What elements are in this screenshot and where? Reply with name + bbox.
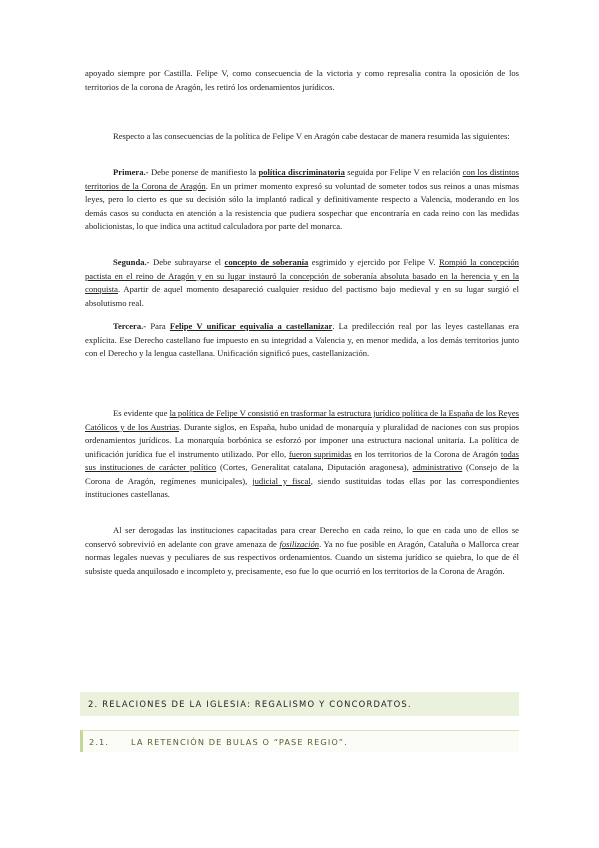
policy-underlined-2: fueron suprimidas: [288, 448, 352, 459]
paragraph-tercera: [85, 320, 519, 361]
segunda-lead: Segunda.-: [113, 257, 150, 267]
segunda-term: concepto de soberanía: [224, 257, 309, 267]
segunda-text-b: esgrimido y ejercido por Felipe V.: [308, 257, 439, 267]
paragraph-consequences-intro: Respecto a las consecuencias de la política de Felipe V en Aragón cabe destacar de manera resumida las siguientes:: [113, 131, 510, 141]
segunda-text-a: Debe subrayarse el: [149, 257, 225, 267]
primera-text-b: seguida por Felipe V en relación: [344, 167, 463, 177]
segunda-text-c: . Apartir de aquel momento desapareció cualquier residuo del pactismo bajo medieval y en su lugar surgió el absolutismo real.: [85, 284, 519, 308]
tercera-text-b: . La predilección real por las leyes castellanas era explícita. Ese Derecho castellano fue impuesto en su integridad a Valencia y, en menor medida, a los demás territorios junto con el Derecho y la lengua castellana. Unificación significó pues, castellanización.: [85, 321, 519, 358]
primera-lead: Primera.-: [113, 167, 149, 177]
fossil-text-a: Al ser derogadas las instituciones capacitadas para crear Derecho en cada reino, lo que en cada uno de ellos se conservó sobrevivió en adelante con grave amenaza de: [85, 525, 519, 549]
policy-underlined-4: administrativo: [412, 462, 463, 472]
segunda-underlined: Rompió la concepción pactista en el reino de Aragón y en su lugar instauró la concepción de soberanía absoluta basado en la herencia y en la conquista: [85, 257, 519, 294]
policy-text-e: (Consejo de la Corona de Aragón, regímenes municipales),: [85, 462, 519, 486]
fossil-text-b: . Ya no fue posible en Aragón, Cataluña o Mallorca crear normas legales nuevas y peculiares de sus respectivos ordenamientos. Cuando un sistema jurídico se quiebra, lo que de él subsiste queda anquilosado e incompleto y, precisamente, eso fue lo que ocurrió en los territorios de la Corona de Aragón.: [85, 538, 519, 576]
policy-text-d: (Cortes, Generalitat catalana, Diputación aragonesa),: [216, 462, 413, 472]
heading-2-1-title: LA RETENCIÓN DE BULAS O “PASE REGIO”.: [131, 737, 348, 747]
primera-term: política discriminatoria: [258, 167, 345, 177]
paragraph-primera: [85, 166, 519, 234]
section-heading-2-1: [80, 730, 519, 752]
policy-underlined-3: todas sus instituciones de carácter político: [85, 448, 520, 472]
primera-text-a: Debe ponerse de manifiesto la: [148, 167, 259, 177]
policy-underlined-5: judicial y fiscal: [252, 475, 311, 486]
paragraph-felipe-policy: [85, 407, 519, 502]
heading-2-1-number: 2.1.: [89, 737, 110, 747]
primera-text-c: . En un primer momento expresó su voluntad de someter todos sus reinos a unas mismas leyes, pero lo cierto es que su decisión sólo la implantó radical y definitivamente respecto a Valencia, moderando en los demás casos su conducta en atención a la resistencia que pudiera sospechar que encontraría en cada reino con las medidas abolicionistas, lo que indica una actitud calculadora por parte del monarca.: [85, 180, 519, 231]
section-heading-2: 2. RELACIONES DE LA IGLESIA: REGALISMO Y CONCORDATOS.: [80, 692, 519, 716]
paragraph-intro: apoyado siempre por Castilla. Felipe V, como consecuencia de la victoria y como represalia contra la oposición de los territorios de la corona de Aragón, les retiró los ordenamientos jurídicos.: [85, 68, 519, 92]
paragraph-segunda: [85, 256, 519, 310]
fossil-term: fosilización: [279, 538, 320, 549]
primera-underlined: con los distintos territorios de la Corona de Aragón: [85, 167, 519, 191]
policy-text-f: , siendo sustituidas todas ellas por las correspondientes instituciones castellanas.: [85, 475, 519, 499]
paragraph-fossilization: [85, 524, 519, 578]
tercera-lead: Tercera.-: [113, 321, 147, 331]
policy-underlined-1: la política de Felipe V consistió en trasformar la estructura jurídico política de la España de los Reyes Católicos y de los Austrias: [85, 408, 519, 432]
policy-text-a: Es evidente que: [113, 408, 170, 418]
policy-text-c: en los territorios de la Corona de Aragón: [351, 448, 501, 459]
tercera-text-a: Para: [146, 321, 170, 331]
policy-text-b: . Durante siglos, en España, hubo unidad de monarquía y pluralidad de naciones con sus propios ordenamientos jurídicos. La monarquía borbónica se esforzó por imponer una estructura nacional unitaria. La política de unificación jurídica fue el instrumento utilizado. Por ello,: [85, 421, 519, 459]
tercera-term: Felipe V unificar equivalía a castellanizar: [169, 321, 333, 331]
